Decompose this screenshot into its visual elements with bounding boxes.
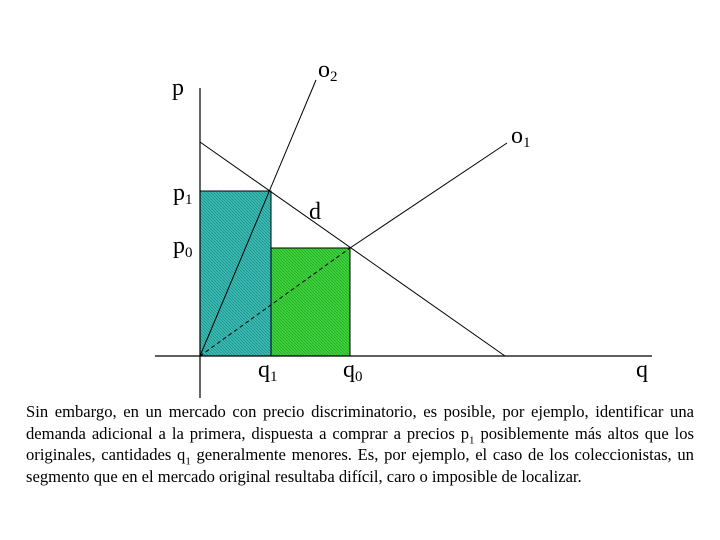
caption-text-1: Sin embargo, en un mercado con precio discriminatorio, es posible, por ejemplo, identificar una demanda adicional a la primera, dispuesta a comprar a precios p (26, 402, 694, 443)
supply-curve-o1 (350, 143, 507, 248)
price-p0-label: p0 (173, 233, 193, 261)
price-axis-label: p (172, 75, 184, 101)
caption-sub-1: 1 (469, 433, 475, 446)
caption-sub-2: 1 (185, 455, 191, 468)
caption-text-3: generalmente menores. Es, por ejemplo, el caso de los coleccionistas, un segmento que en el mercado original resultaba difícil, caro o imposible de localizar. (26, 445, 694, 486)
caption-paragraph (26, 401, 694, 487)
quantity-q0-label: q0 (343, 357, 363, 385)
supply-o1-label: o1 (511, 123, 531, 151)
area-p0-q0 (271, 248, 350, 356)
demand-label: d (309, 199, 321, 225)
quantity-q1-label: q1 (258, 357, 278, 385)
supply-o2-label: o2 (318, 57, 338, 85)
price-p1-label: p1 (173, 180, 193, 208)
caption-text-2: posiblemente más altos que los originales, cantidades q (26, 423, 694, 464)
quantity-axis-label: q (636, 357, 648, 383)
